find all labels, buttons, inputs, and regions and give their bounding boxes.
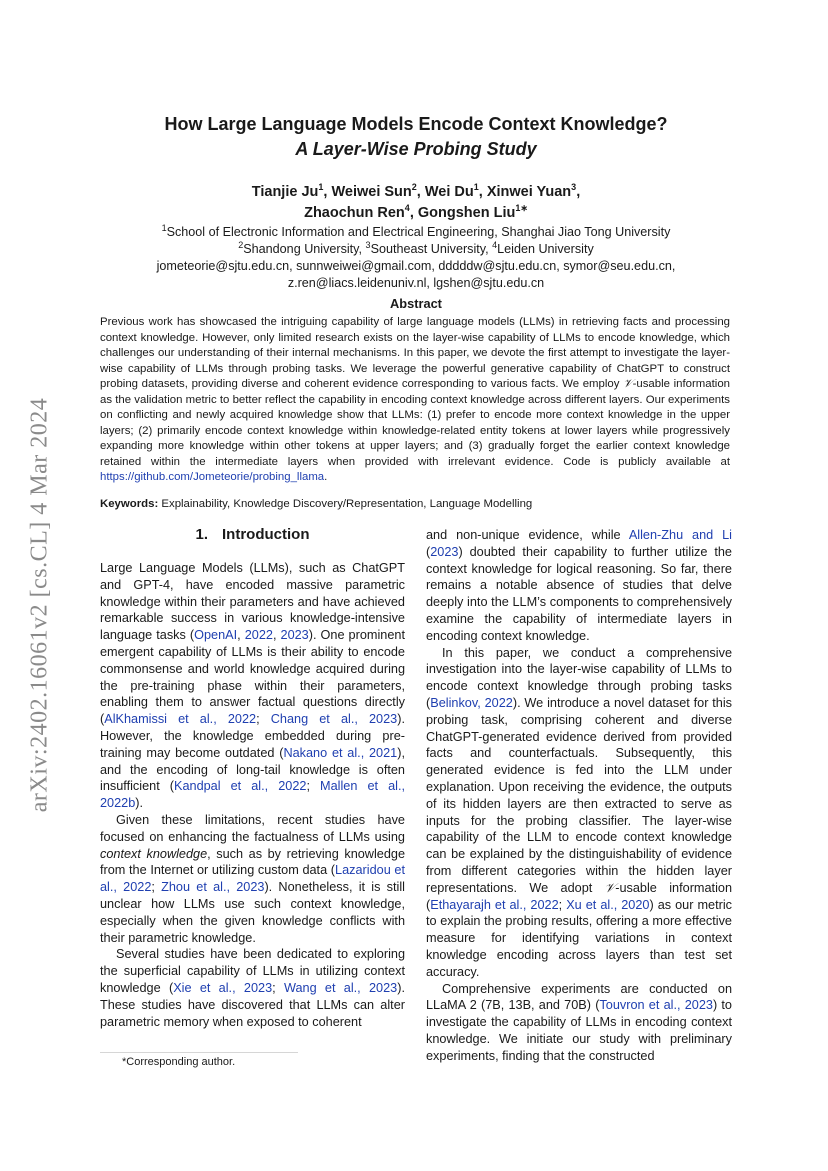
affiliation-southeast: Southeast University, bbox=[370, 242, 493, 256]
intro-paragraph-1 bbox=[100, 560, 405, 812]
author-name: Weiwei Sun bbox=[331, 184, 412, 200]
body-text: ) as our metric to explain the probing results, offering a more effective measure for identifying variations in context knowledge encoding across layers than test set accuracy. bbox=[426, 897, 733, 979]
intro-paragraph-5 bbox=[426, 645, 732, 981]
body-text: ). bbox=[135, 796, 144, 811]
body-text: , such as by retrieving knowledge from the Internet or utilizing custom data ( bbox=[100, 846, 406, 878]
body-text: ) to investigate the capability of LLMs in encoding context knowledge. We initiate our study with preliminary experiments, finding that the constructed bbox=[426, 998, 732, 1063]
citation-link[interactable]: AlKhamissi et al., 2022 bbox=[104, 712, 257, 727]
author-name: Wei Du bbox=[424, 184, 474, 200]
author-affiliation-mark: 1 bbox=[318, 182, 324, 193]
body-text: Several studies have been dedicated to exploring the superficial capability of LLMs in utilizing context knowledge ( bbox=[100, 947, 405, 995]
abstract-heading: Abstract bbox=[390, 296, 442, 311]
author-name: Tianjie Ju bbox=[251, 184, 319, 200]
body-text: ), and the encoding of long-tail knowledge is often insufficient ( bbox=[100, 745, 405, 794]
section-title: Introduction bbox=[222, 526, 310, 543]
emphasized-text: context knowledge bbox=[100, 846, 208, 861]
keywords-list: Explainability, Knowledge Discovery/Representation, Language Modelling bbox=[158, 498, 533, 510]
affiliations-block bbox=[100, 224, 732, 292]
body-text: ). One prominent emergent capability of LLMs is their ability to encode commonsense and world knowledge acquired during the pre-training phase within their parameters, enabling them to answer factual questions directly ( bbox=[100, 628, 405, 727]
body-text: , bbox=[272, 628, 281, 643]
section-number: 1. bbox=[195, 526, 209, 543]
author-line-1: Tianjie Ju$^1$, Weiwei Sun$^2$, Wei Du$^1$, Xinwei Yuan$^3$, bbox=[251, 182, 581, 200]
author-affiliation-mark: 2 bbox=[411, 182, 417, 193]
paper-title: How Large Language Models Encode Context Knowledge? bbox=[164, 114, 668, 134]
intro-paragraph-3 bbox=[100, 946, 405, 1030]
v-usable-symbol: 𝒱 bbox=[623, 378, 633, 390]
body-text: ). Nonetheless, it is still unclear how LLMs use such context knowledge, especially when the given knowledge conflicts with their parametric knowledge. bbox=[100, 880, 405, 945]
abstract-body bbox=[100, 315, 730, 486]
citation-link[interactable]: Zhou et al., 2023 bbox=[161, 880, 265, 895]
citation-link[interactable]: Chang et al., 2023 bbox=[270, 712, 398, 727]
body-text: Given these limitations, recent studies have focused on enhancing the factualness of LLMs using bbox=[100, 812, 405, 844]
citation-link[interactable]: Kandpal et al., 2022 bbox=[174, 779, 307, 794]
author-line-2: Zhaochun Ren$^4$, Gongshen Liu$^{1∗}$ bbox=[304, 203, 528, 221]
affiliation-mark: 2 bbox=[238, 239, 244, 250]
body-text: ; bbox=[151, 880, 162, 895]
abstract-text: Previous work has showcased the intriguing capability of large language models (LLMs) in retrieving facts and processing context knowledge. However, only limited research exists on the layer-wise capability of LLMs to encode knowledge, which challenges our understanding of their internal mechanisms. In this paper, we devote the first attempt to investigate the layer-wise capability of LLMs through probing tasks. We leverage the powerful generative capability of ChatGPT to construct probing datasets, providing diverse and coherent evidence corresponding to various facts. We employ bbox=[100, 316, 730, 390]
body-text: , bbox=[237, 628, 245, 643]
affiliation-mark: 1 bbox=[161, 222, 167, 233]
affiliation-line-1 bbox=[100, 224, 732, 241]
body-text: ). However, the knowledge embedded during pre-training may become outdated ( bbox=[100, 712, 405, 760]
body-text: ). We introduce a novel dataset for this probing task, comprising coherent and diverse ChatGPT-generated evidence derived from provided facts and counterfactuals. Subsequently, this generated evidence is fed into the LLM under explanation. Upon receiving the evidence, the outputs of its hidden layers are then extracted to serve as inputs for the probing classifier. The layer-wise capability of the LLM to encode context knowledge can be explained by the distinguishability of evidence from different categories within the hidden layer representations. We adopt bbox=[426, 695, 732, 895]
citation-link[interactable]: 2022 bbox=[244, 628, 273, 643]
citation-link[interactable]: Allen-Zhu and Li bbox=[628, 528, 732, 542]
citation-link[interactable]: 2023 bbox=[430, 544, 459, 559]
footnote bbox=[122, 1056, 235, 1068]
author-affiliation-mark: 4 bbox=[404, 203, 410, 214]
body-text: ; bbox=[256, 712, 271, 727]
citation-link[interactable]: Touvron et al., 2023 bbox=[599, 998, 713, 1013]
body-text: ; bbox=[306, 779, 321, 794]
citation-link[interactable]: Wang et al., 2023 bbox=[283, 980, 398, 995]
emphasized-text: 𝒱 bbox=[604, 880, 616, 895]
citation-link[interactable]: Belinkov, 2022 bbox=[430, 695, 513, 710]
intro-paragraph-2 bbox=[100, 812, 405, 946]
citation-link[interactable]: 2023 bbox=[280, 628, 309, 643]
affiliation-line-2 bbox=[100, 241, 732, 258]
author-emails-line-1: jometeorie@sjtu.edu.cn, sunnweiwei@gmail.com, dddddw@sjtu.edu.cn, symor@seu.edu.cn, bbox=[156, 259, 676, 273]
affiliation-mark: 4 bbox=[492, 239, 498, 250]
intro-paragraph-6 bbox=[426, 981, 732, 1065]
arxiv-identifier-stamp: arXiv:2402.16061v2 [cs.CL] 4 Mar 2024 bbox=[26, 397, 53, 813]
citation-link[interactable]: Nakano et al., 2021 bbox=[283, 745, 398, 760]
keywords-label: Keywords: bbox=[100, 498, 159, 510]
author-affiliation-mark: 1 bbox=[473, 182, 479, 193]
body-text: In this paper, we conduct a comprehensive investigation into the layer-wise capability of LLMs to encode context knowledge through probing tasks ( bbox=[426, 645, 732, 710]
body-text: Large Language Models (LLMs), such as ChatGPT and GPT-4, have encoded massive parametric knowledge within their parameters and have achieved remarkable success in various knowledge-intensive language tasks ( bbox=[100, 561, 405, 643]
body-text: ; bbox=[272, 980, 284, 995]
affiliation-mark: 3 bbox=[365, 239, 371, 250]
body-text: ) doubted their capability to further utilize the context knowledge for logical reasoning. So far, there remains a notable absence of studies that delve deeply into the LLM’s components to comprehensively examine the capability of intermediate layers in encoding context knowledge. bbox=[426, 544, 732, 643]
citation-link[interactable]: Xie et al., 2023 bbox=[173, 980, 273, 995]
citation-link[interactable]: Lazaridou et al., 2022 bbox=[100, 863, 405, 895]
author-list bbox=[100, 182, 732, 224]
affiliation-sjtu: School of Electronic Information and Electrical Engineering, Shanghai Jiao Tong University bbox=[166, 225, 671, 239]
author-name: Gongshen Liu bbox=[417, 205, 516, 221]
body-text: -usable information ( bbox=[426, 880, 733, 912]
intro-paragraph-4 bbox=[426, 527, 732, 645]
citation-link[interactable]: OpenAI bbox=[194, 628, 238, 643]
body-text: Comprehensive experiments are conducted on LLaMA 2 (7B, 13B, and 70B) ( bbox=[426, 981, 732, 1013]
body-text: and non-unique evidence, while bbox=[426, 528, 629, 542]
citation-link[interactable]: Xu et al., 2020 bbox=[566, 897, 650, 912]
footnote-text: Corresponding author. bbox=[126, 1056, 236, 1068]
author-affiliation-mark: 3 bbox=[571, 182, 577, 193]
body-text: ( bbox=[426, 544, 431, 559]
abstract-text: . bbox=[324, 471, 328, 483]
citation-link[interactable]: Ethayarajh et al., 2022 bbox=[430, 897, 559, 912]
affiliation-shandong: Shandong University, bbox=[243, 242, 366, 256]
footnote-mark: * bbox=[122, 1056, 127, 1068]
author-affiliation-mark: 1∗ bbox=[515, 203, 528, 214]
author-name: Xinwei Yuan bbox=[486, 184, 572, 200]
paper-subtitle: A Layer-Wise Probing Study bbox=[295, 139, 537, 159]
citation-link[interactable]: Mallen et al., 2022b bbox=[100, 779, 405, 811]
right-column bbox=[426, 527, 732, 1065]
footnote-divider bbox=[100, 1052, 298, 1053]
author-emails-line-2: z.ren@liacs.leidenuniv.nl, lgshen@sjtu.edu.cn bbox=[287, 276, 545, 290]
body-text: ; bbox=[558, 897, 567, 912]
keywords-line bbox=[100, 498, 730, 510]
affiliation-leiden: Leiden University bbox=[497, 242, 594, 256]
code-repository-link[interactable]: https://github.com/Jometeorie/probing_llama bbox=[100, 471, 325, 483]
author-name: Zhaochun Ren bbox=[304, 205, 405, 221]
body-text: ). These studies have discovered that LLMs can alter parametric memory when exposed to coherent bbox=[100, 980, 405, 1029]
paper-title-block bbox=[100, 112, 732, 162]
section-heading-introduction bbox=[100, 526, 405, 543]
left-column bbox=[100, 560, 405, 1030]
abstract-text: -usable information as the validation metric to better reflect the capability in encoding context knowledge across different layers. Our experiments on conflicting and newly acquired knowledge show that LLMs: (1) prefer to encode more context knowledge in the upper layers; (2) primarily encode context knowledge within knowledge-related entity tokens at lower layers while progressively expanding more knowledge within other tokens at upper layers; and (3) gradually forget the earlier context knowledge retained within the intermediate layers when provided with irrelevant evidence. Code is publicly available at bbox=[100, 378, 730, 468]
